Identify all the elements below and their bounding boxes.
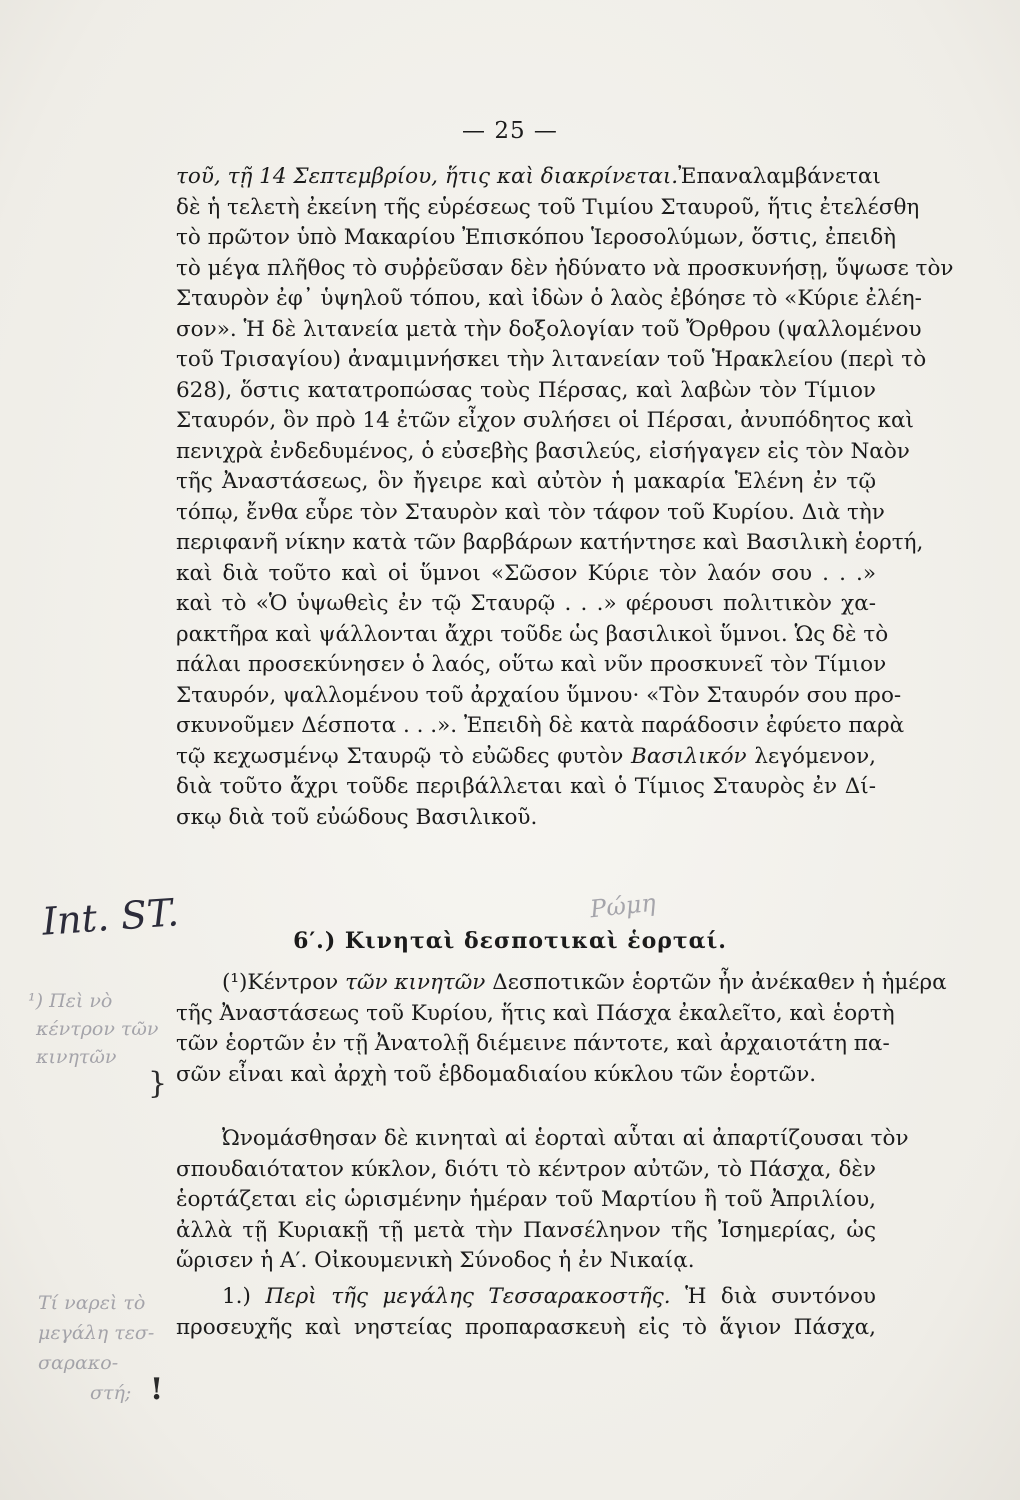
- text-line: [176, 528, 924, 559]
- text-segment: Ἐπαναλαμβάνεται: [678, 164, 881, 189]
- text-line: [176, 772, 876, 803]
- text-line: [176, 1060, 876, 1091]
- text-segment: Σταυρὸν ἐφ᾽ ὑψηλοῦ τόπου, καὶ ἰδὼν ὁ λαὸς ἐβόησε τὸ «Κύριε ἐλέη-: [176, 286, 922, 311]
- text-line: [176, 968, 947, 999]
- handwritten-exclamation-mark: !: [150, 1372, 164, 1407]
- handwritten-footnote-line: κέντρον τῶν: [36, 1018, 159, 1040]
- text-segment: σκῳ διὰ τοῦ εὐώδους Βασιλικοῦ.: [176, 804, 538, 830]
- paragraph-naming-of-feasts: [176, 1124, 909, 1277]
- text-line: [176, 315, 922, 346]
- handwritten-bottom-note-line: Τί ναρεὶ τὸ: [38, 1292, 146, 1314]
- text-segment: Ἡ διὰ συντόνου: [670, 1284, 876, 1309]
- text-segment: ἀλλὰ τῇ Κυριακῇ τῇ μετὰ τὴν Πανσέληνον τῆς Ἰσημερίας, ὡς: [176, 1217, 876, 1243]
- handwritten-bottom-note-line: μεγάλη τεσ-: [38, 1322, 155, 1344]
- text-segment: καὶ διὰ τοῦτο καὶ οἱ ὕμνοι «Σῶσον Κύριε τὸν λαόν σου . . .»: [176, 560, 876, 586]
- italic-text: τῶν κινητῶν: [345, 970, 486, 995]
- handwritten-bottom-note-line: στή;: [90, 1382, 132, 1404]
- section-heading: 6′.) Κινηταὶ δεσποτικαὶ ἑορταί.: [293, 928, 727, 954]
- text-segment: Σταυρόν, ψαλλομένου τοῦ ἀρχαίου ὕμνου· «Τὸν Σταυρόν σου προ-: [176, 682, 902, 708]
- text-line: [176, 1282, 876, 1313]
- text-segment: ὥρισεν ἡ Α′. Οἰκουμενικὴ Σύνοδος ἡ ἐν Νικαίᾳ.: [176, 1248, 695, 1273]
- text-segment: τῶν ἑορτῶν ἐν τῇ Ἀνατολῇ διέμεινε πάντοτε, καὶ ἀρχαιοτάτη πα-: [176, 1031, 890, 1056]
- text-segment: Σταυρόν, ὃν πρὸ 14 ἐτῶν εἶχον συλήσει οἱ Πέρσαι, ἀνυπόδητος καὶ: [176, 408, 914, 433]
- paragraph-great-lent: [176, 1282, 876, 1343]
- text-line: [176, 254, 954, 285]
- text-segment: Δεσποτικῶν ἑορτῶν ἦν ἀνέκαθεν ἡ ἡμέρα: [485, 970, 947, 995]
- text-line: [176, 1155, 876, 1186]
- page-number: — 25 —: [462, 118, 558, 144]
- text-segment: τῷ κεχωσμένῳ Σταυρῷ τὸ εὐῶδες φυτὸν: [176, 743, 632, 769]
- text-line: [176, 406, 914, 437]
- text-line: [176, 620, 889, 651]
- text-segment: τῆς Ἀναστάσεως τοῦ Κυρίου, ἥτις καὶ Πάσχα ἐκαλεῖτο, καὶ ἑορτὴ: [176, 1000, 895, 1026]
- text-segment: πάλαι προσεκύνησεν ὁ λαός, οὕτω καὶ νῦν προσκυνεῖ τὸν Τίμιον: [176, 652, 887, 677]
- text-segment: τῆς Ἀναστάσεως, ὃν ἤγειρε καὶ αὐτὸν ἡ μακαρία Ἑλένη ἐν τῷ: [176, 469, 876, 494]
- text-line: [176, 223, 897, 254]
- text-segment: δὲ ἡ τελετὴ ἐκείνη τῆς εὑρέσεως τοῦ Τιμίου Σταυροῦ, ἥτις ἐτελέσθη: [176, 194, 920, 220]
- paragraph-moveable-feasts: [176, 968, 947, 1090]
- text-line: [176, 193, 920, 224]
- text-line: [176, 1216, 876, 1247]
- handwritten-footnote-line: ¹) Πεὶ νὸ: [28, 990, 113, 1012]
- text-segment: ρακτῆρα καὶ ψάλλονται ἄχρι τοῦδε ὡς βασιλικοὶ ὕμνοι. Ὡς δὲ τὸ: [176, 621, 889, 647]
- handwritten-brace-mark: }: [148, 1066, 168, 1101]
- italic-text: τοῦ, τῇ 14 Σεπτεμβρίου, ἥτις καὶ διακρίνεται.: [176, 164, 679, 189]
- paragraph-exaltation-of-cross: [176, 162, 954, 833]
- text-line: [176, 803, 876, 834]
- text-segment: πενιχρὰ ἐνδεδυμένος, ὁ εὐσεβὴς βασιλεύς, εἰσήγαγεν εἰς τὸν Ναὸν: [176, 438, 910, 464]
- text-segment: 1.): [222, 1284, 266, 1309]
- text-segment: (¹)Κέντρον: [222, 970, 346, 995]
- text-segment: τόπῳ, ἔνθα εὗρε τὸν Σταυρὸν καὶ τὸν τάφον τοῦ Κυρίου. Διὰ τὴν: [176, 499, 885, 525]
- text-segment: καὶ τὸ «Ὁ ὑψωθεὶς ἐν τῷ Σταυρῷ . . .» φέρουσι πολιτικὸν χα-: [176, 591, 876, 616]
- text-line: [176, 711, 905, 742]
- text-segment: σον». Ἡ δὲ λιτανεία μετὰ τὴν δοξολογίαν τοῦ Ὄρθρου (ψαλλομένου: [176, 316, 922, 342]
- text-line: [176, 162, 881, 193]
- text-line: [176, 1313, 876, 1344]
- text-segment: σκυνοῦμεν Δέσποτα . . .». Ἐπειδὴ δὲ κατὰ παράδοσιν ἐφύετο παρὰ: [176, 713, 905, 738]
- text-line: [176, 1029, 890, 1060]
- text-line: [176, 284, 922, 315]
- handwritten-bottom-note-line: σαρακο-: [38, 1352, 119, 1374]
- text-line: [176, 559, 876, 590]
- text-segment: 628), ὅστις κατατροπώσας τοὺς Πέρσας, καὶ λαβὼν τὸν Τίμιον: [176, 377, 876, 403]
- text-line: [176, 1246, 876, 1277]
- text-segment: λεγόμενον,: [746, 743, 876, 769]
- handwritten-margin-note-int-st: Int. ST.: [40, 890, 181, 944]
- text-segment: Ὠνομάσθησαν δὲ κινηταὶ αἱ ἑορταὶ αὗται αἱ ἀπαρτίζουσαι τὸν: [222, 1126, 909, 1151]
- italic-text: Βασιλικόν: [631, 743, 747, 769]
- text-line: [176, 681, 902, 712]
- handwritten-footnote-line: κινητῶν: [36, 1046, 117, 1068]
- text-line: [176, 498, 885, 529]
- text-segment: τὸ πρῶτον ὑπὸ Μακαρίου Ἐπισκόπου Ἱεροσολύμων, ὅστις, ἐπειδὴ: [176, 225, 897, 250]
- text-line: [176, 1185, 876, 1216]
- text-line: [176, 650, 887, 681]
- italic-text: Περὶ τῆς μεγάλης Τεσσαρακοστῆς.: [265, 1284, 671, 1309]
- text-segment: διὰ τοῦτο ἄχρι τοῦδε περιβάλλεται καὶ ὁ Τίμιος Σταυρὸς ἐν Δί-: [176, 774, 876, 799]
- text-line: [176, 589, 876, 620]
- text-segment: σῶν εἶναι καὶ ἀρχὴ τοῦ ἑβδομαδιαίου κύκλου τῶν ἑορτῶν.: [176, 1061, 817, 1087]
- text-segment: σπουδαιότατον κύκλον, διότι τὸ κέντρον αὐτῶν, τὸ Πάσχα, δὲν: [176, 1156, 876, 1182]
- text-line: [176, 1124, 909, 1155]
- handwritten-faint-note: Ρώμη: [588, 888, 657, 924]
- text-segment: περιφανῆ νίκην κατὰ τῶν βαρβάρων κατήντησε καὶ Βασιλικὴ ἑορτή,: [176, 530, 924, 555]
- text-line: [176, 467, 876, 498]
- text-segment: τὸ μέγα πλῆθος τὸ συῤῥεῦσαν δὲν ἠδύνατο νὰ προσκυνήσῃ, ὕψωσε τὸν: [176, 255, 954, 281]
- text-line: [176, 376, 876, 407]
- text-segment: ἑορτάζεται εἰς ὡρισμένην ἡμέραν τοῦ Μαρτίου ἢ τοῦ Ἀπριλίου,: [176, 1187, 876, 1212]
- text-line: [176, 999, 895, 1030]
- text-line: [176, 345, 927, 376]
- text-segment: προσευχῆς καὶ νηστείας προπαρασκευὴ εἰς τὸ ἅγιον Πάσχα,: [176, 1314, 876, 1340]
- text-segment: τοῦ Τρισαγίου) ἀναμιμνήσκει τὴν λιτανείαν τοῦ Ἡρακλείου (περὶ τὸ: [176, 347, 927, 372]
- text-line: [176, 437, 910, 468]
- text-line: [176, 742, 876, 773]
